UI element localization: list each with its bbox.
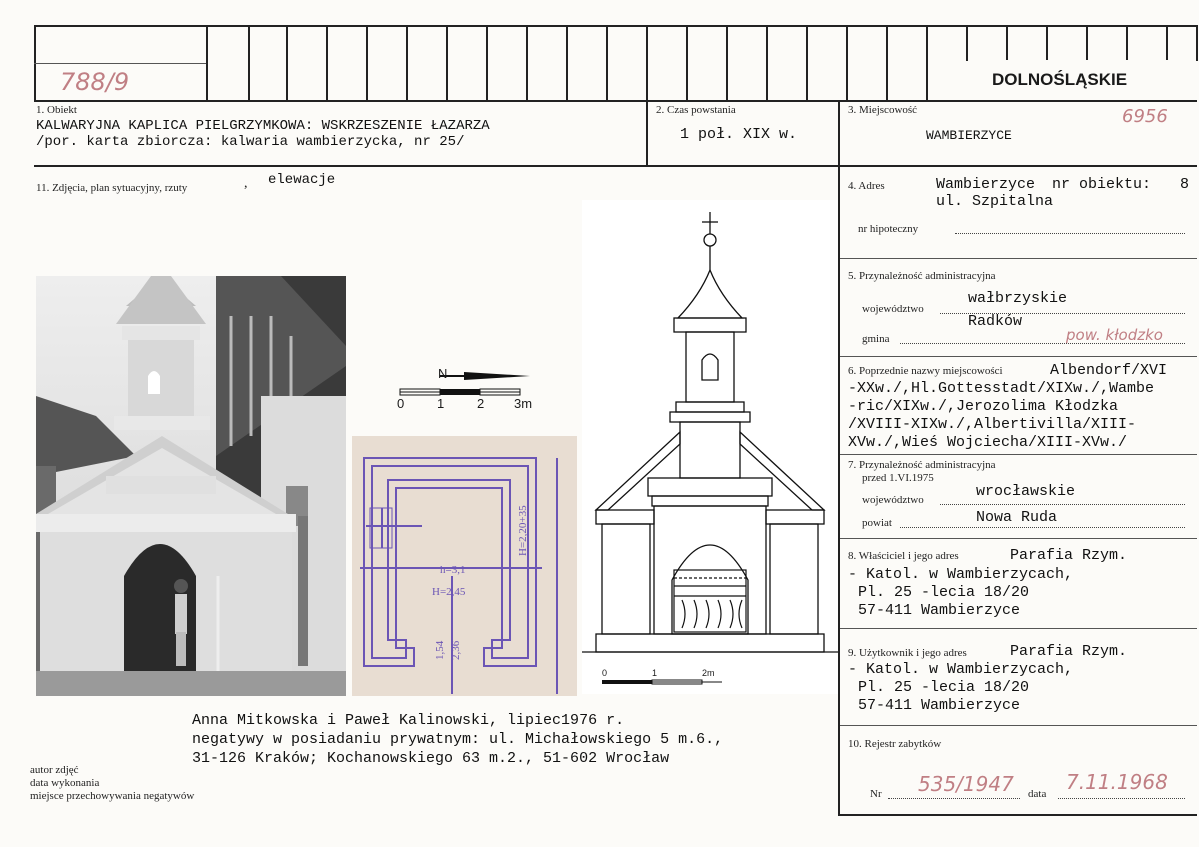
header-cell-divider [726, 25, 728, 102]
f9-line-2: - Katol. w Wambierzycach, [848, 661, 1074, 678]
f3-label: 3. Miejscowość [848, 104, 918, 116]
f7-label: 7. Przynależność administracyjna [848, 459, 996, 471]
locality: WAMBIERZYCE [926, 128, 1012, 143]
f8-line-1: Parafia Rzym. [1010, 547, 1128, 564]
f6-label: 6. Poprzednie nazwy miejscowości [848, 365, 1003, 377]
scale-0: 0 [397, 396, 405, 411]
header-cell-divider [286, 25, 288, 102]
header-cell-divider [526, 25, 528, 102]
header-cell-divider [486, 25, 488, 102]
scale-1: 1 [437, 396, 445, 411]
elev-scale-2m: 2m [702, 668, 715, 678]
f6-line-3: -ric/XIXw./,Jerozolima Kłodzka [848, 398, 1119, 415]
header-cell-divider [1196, 25, 1198, 61]
f9-line-4: 57-411 Wambierzyce [858, 697, 1021, 714]
f6-line-1: Albendorf/XVI [1050, 362, 1168, 379]
dim-154: 1,54 [434, 640, 446, 660]
creation-date: 1 poł. XIX w. [680, 126, 798, 143]
header-cell-divider [566, 25, 568, 102]
f4-label: 4. Adres [848, 180, 885, 192]
f6-line-2: -XXw./,Hl.Gottesstadt/XIXw./,Wambe [848, 380, 1155, 397]
f7-voivodeship-label: województwo [862, 494, 924, 506]
archive-number: 788/9 [60, 68, 130, 96]
header-cell-divider [1046, 25, 1048, 61]
header-cell-divider [926, 25, 928, 102]
header-cell-divider [646, 25, 648, 102]
f8-line-3: Pl. 25 -lecia 18/20 [858, 584, 1030, 601]
header-cell-divider [248, 25, 250, 102]
scale-2: 2 [477, 396, 485, 411]
mortgage-label: nr hipoteczny [858, 223, 919, 235]
header-cell-divider [206, 25, 208, 102]
credits-line-1: Anna Mitkowska i Paweł Kalinowski, lipiec1976 r. [192, 712, 625, 729]
address-line-2: ul. Szpitalna [936, 193, 1054, 210]
header-cell-divider [1006, 25, 1008, 61]
scale-3m: 3m [514, 396, 533, 411]
credits-label-author: autor zdjęć [30, 764, 79, 776]
f7-sub: przed 1.VI.1975 [862, 472, 934, 484]
register-nr-label: Nr [870, 788, 882, 800]
dim-h: h=3,1 [440, 564, 466, 576]
f1-label: 1. Obiekt [36, 104, 77, 116]
f7-powiat-label: powiat [862, 517, 892, 529]
object-number: 8 [1180, 176, 1190, 193]
dim-H2: H=2,20+35 [517, 505, 529, 556]
chapel-photo [36, 276, 346, 696]
elev-scale-0: 0 [602, 668, 608, 678]
credits-line-2: negatywy w posiadaniu prywatnym: ul. Michałowskiego 5 m.6., [192, 731, 724, 748]
credits-line-3: 31-126 Kraków; Kochanowskiego 63 m.2., 51-602 Wrocław [192, 750, 670, 767]
f11-label: 11. Zdjęcia, plan sytuacyjny, rzuty [36, 182, 188, 194]
floor-plan [352, 436, 577, 696]
header-cell-divider [846, 25, 848, 102]
elev-scale-1: 1 [652, 668, 658, 678]
card-number: 6956 [1122, 106, 1168, 127]
address-line-1: Wambierzyce [936, 176, 1036, 193]
f5-voivodeship-label: województwo [862, 303, 924, 315]
f5-gmina: Radków [968, 313, 1023, 330]
object-name: KALWARYJNA KAPLICA PIELGRZYMKOWA: WSKRZESZENIE ŁAZARZA [36, 118, 490, 134]
f10-label: 10. Rejestr zabytków [848, 738, 942, 750]
dim-H: H=2,45 [432, 586, 466, 598]
header-cell-divider [606, 25, 608, 102]
f9-line-1: Parafia Rzym. [1010, 643, 1128, 660]
f5-label: 5. Przynależność administracyjna [848, 270, 996, 282]
f8-label: 8. Właściciel i jego adres [848, 550, 959, 562]
f7-powiat: Nowa Ruda [976, 509, 1058, 526]
object-number-label: nr obiektu: [1052, 176, 1152, 193]
register-nr: 535/1947 [918, 772, 1014, 796]
f9-label: 9. Użytkownik i jego adres [848, 647, 967, 659]
header-cell-divider [1166, 25, 1168, 61]
f6-line-4: /XVIII-XIXw./,Albertivilla/XIII- [848, 416, 1137, 433]
f11-comma: , [244, 176, 248, 191]
region-title: DOLNOŚLĄSKIE [992, 70, 1128, 89]
f8-line-4: 57-411 Wambierzyce [858, 602, 1021, 619]
object-ref: /por. karta zbiorcza: kalwaria wambierzycka, nr 25/ [36, 134, 465, 150]
header-cell-divider [1086, 25, 1088, 61]
north-label: N [438, 366, 448, 381]
f11-value: elewacje [268, 172, 336, 188]
f9-line-3: Pl. 25 -lecia 18/20 [858, 679, 1030, 696]
f6-line-5: XVw./,Wieś Wojciecha/XIII-XVw./ [848, 434, 1128, 451]
header-cell-divider [966, 25, 968, 61]
f2-label: 2. Czas powstania [656, 104, 736, 116]
credits-label-place: miejsce przechowywania negatywów [30, 790, 195, 802]
dim-236: 2,36 [450, 640, 462, 660]
header-cell-divider [406, 25, 408, 102]
credits-label-date: data wykonania [30, 777, 100, 789]
header-cell-divider [366, 25, 368, 102]
header-cell-divider [886, 25, 888, 102]
header-cell-divider [446, 25, 448, 102]
header-cell-divider [686, 25, 688, 102]
header-cell-divider [766, 25, 768, 102]
header-cell-divider [806, 25, 808, 102]
f7-voivodeship: wrocławskie [976, 483, 1076, 500]
f5-voivodeship: wałbrzyskie [968, 290, 1068, 307]
header-cell-divider [326, 25, 328, 102]
register-date-label: data [1028, 788, 1047, 800]
register-date: 7.11.1968 [1066, 770, 1168, 794]
f5-gmina-hand: pow. kłodzko [1066, 326, 1163, 344]
f5-gmina-label: gmina [862, 333, 890, 345]
f8-line-2: - Katol. w Wambierzycach, [848, 566, 1074, 583]
elevation-drawing [582, 200, 838, 694]
header-cell-divider [1126, 25, 1128, 61]
